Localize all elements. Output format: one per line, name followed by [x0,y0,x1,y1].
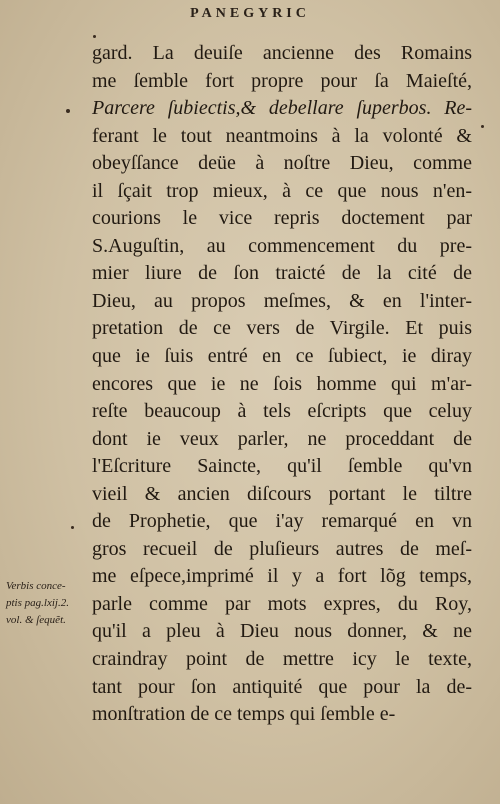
text-line-latin-quote: Parcere ſubiectis,& debellare ſuperbos. Re- [92,97,472,120]
text-line: vieil & ancien diſcours portant le tiltre [92,482,472,505]
ink-spot [66,109,70,113]
text-line: encores que ie ne ſois homme qui m'ar- [92,372,472,395]
ink-spot [93,35,96,38]
text-line: mier liure de ſon traicté de la cité de [92,262,472,285]
text-line: obeyſſance deüe à noſtre Dieu, comme [92,152,472,175]
marginal-note-line: ptis pag.lxij.2. [6,597,69,609]
text-line: qu'il a pleu à Dieu nous donner, & ne [92,620,472,643]
text-line: S.Auguſtin, au commencement du pre- [92,234,472,257]
text-line: gros recueil de pluſieurs autres de meſ- [92,537,472,560]
text-line: pretation de ce vers de Virgile. Et puis [92,317,472,340]
running-header: PANEGYRIC [190,6,310,21]
text-line: il ſçait trop mieux, à ce que nous n'en- [92,179,472,202]
text-line: parle comme par mots expres, du Roy, [92,592,472,615]
text-line: monſtration de ce temps qui ſemble e- [92,703,396,726]
text-line: que ie ſuis entré en ce ſubiect, ie diray [92,345,472,368]
ink-spot [481,125,484,128]
ink-spot [71,526,74,529]
text-line: de Prophetie, que i'ay remarqué en vn [92,510,472,533]
marginal-note-line: vol. & ſequẽt. [6,614,66,626]
text-line: craindray point de mettre icy le texte, [92,648,472,671]
text-line: me ſemble fort propre pour ſa Maieſté, [92,69,472,92]
marginal-note-line: Verbis conce- [6,580,66,592]
text-line: gard. La deuiſe ancienne des Romains [92,42,472,64]
text-line: Dieu, au propos meſmes, & en l'inter- [92,289,472,312]
marginal-note [6,578,96,629]
body-text [92,40,472,729]
text-line: l'Eſcriture Saincte, qu'il ſemble qu'vn [92,455,472,478]
text-line: me eſpece,imprimé il y a fort lõg temps, [92,565,472,588]
text-line: tant pour ſon antiquité que pour la de- [92,675,472,698]
text-line: reſte beaucoup à tels eſcripts que celuy [92,400,472,423]
text-line: dont ie veux parler, ne proceddant de [92,427,472,450]
text-line: ferant le tout neantmoins à la volonté & [92,124,472,147]
text-line: courions le vice repris doctement par [92,207,472,230]
